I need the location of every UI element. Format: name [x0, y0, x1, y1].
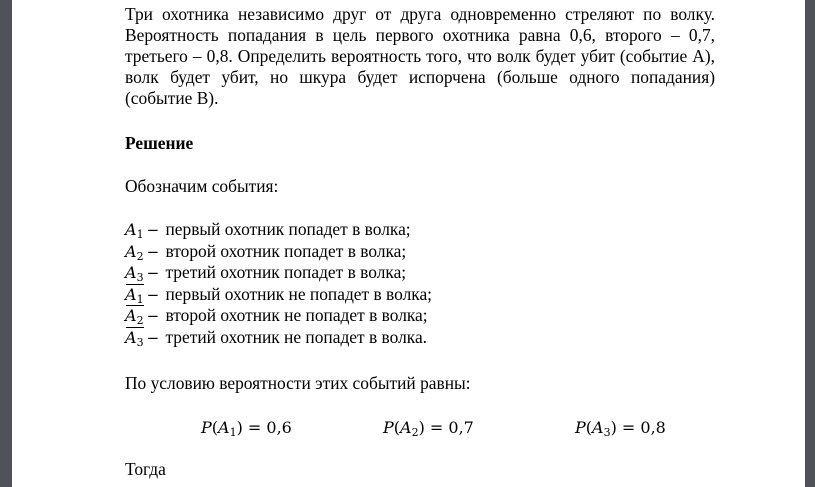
event-item: $A_1$ − первый охотник попадет в волка; [125, 219, 432, 241]
problem-statement [125, 4, 715, 109]
event-item: $A_3$ − третий охотник попадет в волка; [125, 262, 432, 284]
probability-a1: $P(A_1) = 0,6$ [201, 418, 292, 439]
condition-text: По условию вероятности этих событий равны: [125, 373, 471, 393]
viewer-right-border [805, 0, 815, 487]
viewer-left-border [0, 0, 12, 487]
problem-line: третьего – 0,8. Определить вероятность того, что волк будет убит (событие А), [125, 46, 715, 66]
solution-heading: Решение [125, 133, 194, 153]
event-description: третий охотник попадет в волка; [165, 262, 407, 282]
event-item: $A_2$ − второй охотник попадет в волка; [125, 241, 432, 263]
problem-line: Три охотника независимо друг от друга одновременно стреляют по волку. [125, 4, 715, 24]
events-list [125, 219, 432, 348]
event-description: первый охотник не попадет в волка; [165, 283, 432, 304]
problem-line: Вероятность попадания в цель первого охотника равна 0,6, второго – 0,7, [125, 25, 715, 45]
complement-event-symbol: $A_3$ [125, 327, 144, 353]
event-symbol: $A_2$ [125, 241, 144, 263]
event-symbol: $A_1$ [125, 220, 144, 241]
event-description: второй охотник не попадет в волка; [165, 305, 428, 325]
problem-line: (событие В). [125, 88, 219, 108]
events-intro: Обозначим события: [125, 176, 279, 196]
probability-a2: $P(A_2) = 0,7$ [383, 418, 474, 439]
complement-event-symbol: $A_2$ [125, 305, 144, 331]
probabilities-formula [125, 417, 725, 441]
probability-a3: $P(A_3) = 0,8$ [575, 418, 666, 439]
complement-event-symbol: $A_1$ [125, 284, 144, 310]
event-item-complement: $A_1$ − первый охотник не попадет в волка; [125, 284, 432, 306]
event-description: первый охотник попадет в волка; [165, 219, 411, 239]
event-item-complement: $A_2$ − второй охотник не попадет в волка; [125, 305, 432, 327]
then-text: Тогда [125, 459, 166, 479]
problem-line: волк будет убит, но шкура будет испорчена (больше одного попадания) [125, 67, 715, 87]
event-description: второй охотник попадет в волка; [165, 240, 407, 261]
event-description: третий охотник не попадет в волка. [165, 326, 428, 347]
event-item-complement: $A_3$ − третий охотник не попадет в волка. [125, 327, 432, 349]
event-symbol: $A_3$ [125, 263, 144, 284]
